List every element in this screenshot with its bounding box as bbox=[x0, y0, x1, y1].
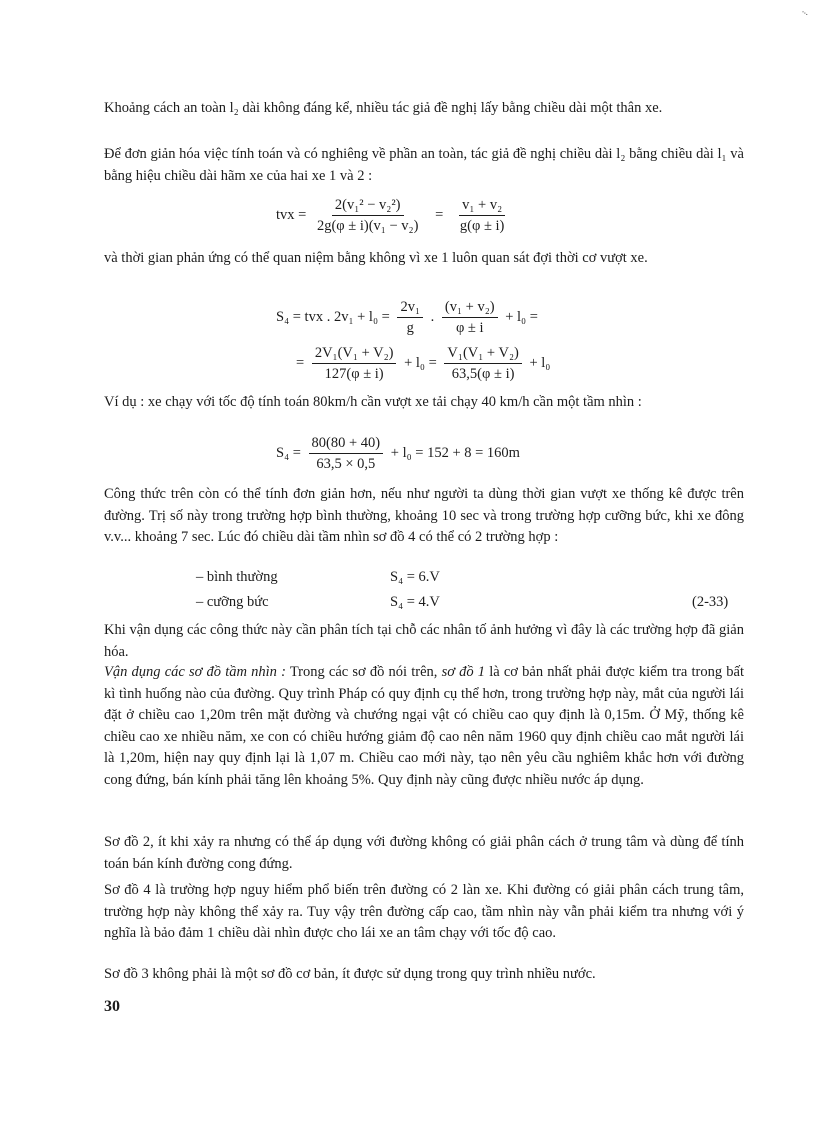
paragraph-10: Sơ đồ 3 không phải là một sơ đồ cơ bản, ít được sử dụng trong quy trình nhiều nước. bbox=[104, 966, 596, 982]
tvx-numerator-1: 2(v₁² − v₂²) bbox=[332, 196, 404, 216]
s4b-denominator-1: 127(φ ± i) bbox=[324, 366, 384, 382]
equation-s4-line1 bbox=[276, 298, 538, 337]
paragraph-3: và thời gian phản ứng có thể quan niệm bằng không vì xe 1 luôn quan sát đợi thời cơ vượt xe. bbox=[104, 250, 648, 266]
equation-tvx bbox=[276, 196, 511, 235]
tvx-equals: = bbox=[435, 206, 444, 223]
tvx-denominator-2: g(φ ± i) bbox=[459, 218, 505, 234]
example-numerator: 80(80 + 40) bbox=[309, 434, 384, 454]
case-formula: S₄ = 6.V bbox=[390, 569, 440, 585]
s4b-numerator-2: V₁(V₁ + V₂) bbox=[444, 344, 521, 364]
s4b-numerator-1: 2V₁(V₁ + V₂) bbox=[312, 344, 397, 364]
s4-tail: + l₀ = bbox=[505, 308, 538, 325]
s4b-denominator-2: 63,5(φ ± i) bbox=[451, 366, 515, 382]
case-formula-forced bbox=[390, 594, 440, 611]
example-lhs: S₄ = bbox=[276, 444, 301, 461]
page-number: 30 bbox=[104, 998, 120, 1015]
s4b-mid: + l₀ = bbox=[404, 354, 437, 371]
tvx-denominator-1: 2g(φ ± i)(v₁ − v₂) bbox=[316, 218, 419, 234]
s4b-fraction-1 bbox=[312, 344, 397, 383]
paragraph-4: Ví dụ : xe chạy với tốc độ tính toán 80km/h cần vượt xe tải chạy 40 km/h cần một tầm nhìn : bbox=[104, 394, 642, 410]
case-formula-normal bbox=[390, 569, 440, 586]
s4b-fraction-2 bbox=[444, 344, 521, 383]
s4-denominator-2: φ ± i bbox=[455, 320, 484, 336]
paragraph-6: Khi vận dụng các công thức này cần phân tích tại chỗ các nhân tố ảnh hưởng vì đây là các trường hợp đã giản hóa. bbox=[104, 622, 744, 660]
s4b-tail: + l₀ bbox=[529, 354, 551, 371]
tvx-lhs: tvx = bbox=[276, 206, 307, 223]
s4-denominator-1: g bbox=[406, 320, 414, 336]
tvx-fraction-1 bbox=[314, 196, 421, 235]
case-label: – bình thường bbox=[196, 569, 278, 585]
paragraph-7-b: sơ đồ 1 bbox=[441, 664, 486, 680]
example-denominator: 63,5 × 0,5 bbox=[316, 456, 376, 472]
s4-fraction-1 bbox=[397, 298, 423, 337]
example-tail: + l₀ = 152 + 8 = 160m bbox=[390, 444, 520, 461]
paragraph-1: Khoảng cách an toàn l₂ dài không đáng kể, nhiều tác giả đề nghị lấy bằng chiều dài một thân xe. bbox=[104, 100, 663, 116]
paragraph-2: Để đơn giản hóa việc tính toán và có nghiêng về phần an toàn, tác giả đề nghị chiều dài l₂ bằng chiều dài l₁ và bằng hiệu chiều dài hãm xe của hai xe 1 và 2 : bbox=[104, 146, 744, 184]
case-formula: S₄ = 4.V bbox=[390, 594, 440, 610]
paragraph-7-lead: Vận dụng các sơ đồ tầm nhìn : bbox=[104, 664, 286, 680]
paragraph-5: Công thức trên còn có thể tính đơn giản hơn, nếu như người ta dùng thời gian vượt xe thống kê được trên đường. Trị số này trong trường hợp bình thường, khoảng 10 sec và trong trường hợp cưỡng bức, khi xe đông v.v... khoảng 7 sec. Lúc đó chiều dài tầm nhìn sơ đồ 4 có thể có 2 trường hợp : bbox=[104, 486, 744, 545]
equation-number: (2-33) bbox=[692, 594, 729, 610]
case-label: – cưỡng bức bbox=[196, 594, 269, 610]
paragraph-7-a: Trong các sơ đồ nói trên, bbox=[285, 664, 442, 680]
case-row-normal bbox=[196, 569, 278, 586]
paragraph-8: Sơ đồ 2, ít khi xảy ra nhưng có thể áp dụng với đường không có giải phân cách ở trung tâm và dùng để tính toán bán kính đường cong đứng. bbox=[104, 834, 744, 872]
corner-stamp: ... bbox=[800, 4, 813, 18]
s4-lhs: S₄ = tvx . 2v₁ + l₀ = bbox=[276, 308, 390, 325]
tvx-fraction-2 bbox=[457, 196, 508, 235]
equation-example bbox=[276, 434, 520, 473]
tvx-numerator-2: v₁ + v₂ bbox=[459, 196, 505, 216]
s4-dot: . bbox=[430, 308, 435, 325]
s4-numerator-1: 2v₁ bbox=[397, 298, 423, 318]
paragraph-7-c: là cơ bản nhất phải được kiểm tra trong bất kì tình huống nào của đường. Quy trình Pháp có quy định cụ thể hơn, trong trường hợp này, mắt của người lái đặt ở chiều cao 1,20m trên mặt đường và chướng ngại vật có chiều cao quy định là 0,15m. Ở Mỹ, thống kê chiều cao xe nhiều năm, xe con có chiều hướng giảm độ cao nên năm 1960 quy định chiều cao mắt người lái là 1,20m, hiện nay quy định lại là 1,07 m. Chiều cao mới này, tạo nên yêu cầu nghiêm khắc hơn với đường cong đứng, bán kính phải tăng lên khoảng 5%. Quy định này cũng được nhiều nước áp dụng. bbox=[104, 664, 745, 788]
example-fraction bbox=[309, 434, 384, 473]
paragraph-7 bbox=[104, 662, 744, 791]
equation-s4-line2 bbox=[296, 344, 550, 383]
s4-fraction-2 bbox=[442, 298, 498, 337]
paragraph-9: Sơ đồ 4 là trường hợp nguy hiểm phổ biến trên đường có 2 làn xe. Khi đường có giải phân cách trung tâm, trường hợp này không thể xảy ra. Tuy vậy trên đường cấp cao, tầm nhìn này vẫn phải kiểm tra nhưng với ý nghĩa là bảo đảm 1 chiều dài nhìn được cho lái xe an tâm chạy với tốc độ cao. bbox=[104, 882, 744, 941]
s4b-lead: = bbox=[296, 354, 305, 371]
case-row-forced bbox=[196, 594, 269, 611]
s4-numerator-2: (v₁ + v₂) bbox=[442, 298, 498, 318]
equation-reference bbox=[692, 594, 728, 611]
